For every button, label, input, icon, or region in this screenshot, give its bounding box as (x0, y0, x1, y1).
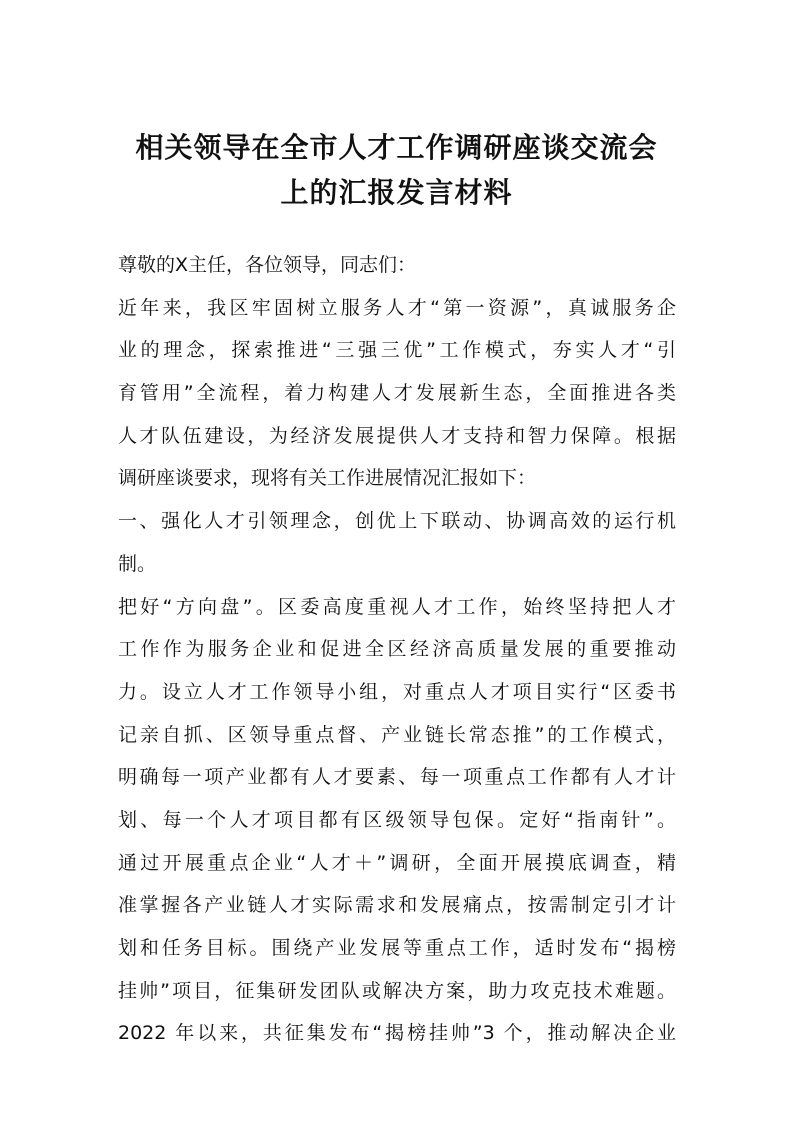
body-text-line: 准掌握各产业链人才实际需求和发展痛点，按需制定引才计 (118, 894, 676, 917)
body-text-line: 近年来，我区牢固树立服务人才“第一资源”，真诚服务企 (118, 296, 676, 319)
body-text-line: 调研座谈要求，现将有关工作进展情况汇报如下： (118, 467, 537, 490)
body-text-line: 工作作为服务企业和促进全区经济高质量发展的重要推动 (118, 638, 676, 661)
body-text-line: 力。设立人才工作领导小组，对重点人才项目实行“区委书 (118, 680, 676, 703)
body-text-line: 挂帅”项目，征集研发团队或解决方案，助力攻克技术难题。 (118, 979, 676, 1002)
document-title-line-2: 上的汇报发言材料 (280, 176, 513, 209)
body-text-line: 2022 年以来，共征集发布“揭榜挂帅”3 个，推动解决企业 (118, 1022, 676, 1045)
body-text-line: 一、强化人才引领理念，创优上下联动、协调高效的运行机 (118, 510, 676, 533)
body-text-line: 明确每一项产业都有人才要素、每一项重点工作都有人才计 (118, 766, 676, 789)
body-text-line: 划、每一个人才项目都有区级领导包保。定好“指南针”。 (118, 808, 676, 831)
body-text-line: 制。 (118, 552, 157, 575)
document-title-line-1: 相关领导在全市人才工作调研座谈交流会 (135, 131, 658, 164)
document-body (118, 249, 676, 1060)
body-text-line: 育管用”全流程，着力构建人才发展新生态，全面推进各类 (118, 382, 676, 405)
body-text-line: 把好“方向盘”。区委高度重视人才工作，始终坚持把人才 (118, 595, 676, 618)
body-text-line: 业的理念，探索推进“三强三优”工作模式，夯实人才“引 (118, 339, 676, 362)
body-text-line: 记亲自抓、区领导重点督、产业链长常态推”的工作模式， (118, 723, 676, 746)
body-text-line: 尊敬的X主任，各位领导，同志们： (118, 254, 417, 276)
body-text-line: 划和任务目标。围绕产业发展等重点工作，适时发布“揭榜 (118, 937, 676, 959)
body-text-line: 人才队伍建设，为经济发展提供人才支持和智力保障。根据 (118, 424, 676, 447)
body-text-line: 通过开展重点企业“人才＋”调研，全面开展摸底调查，精 (118, 851, 676, 874)
